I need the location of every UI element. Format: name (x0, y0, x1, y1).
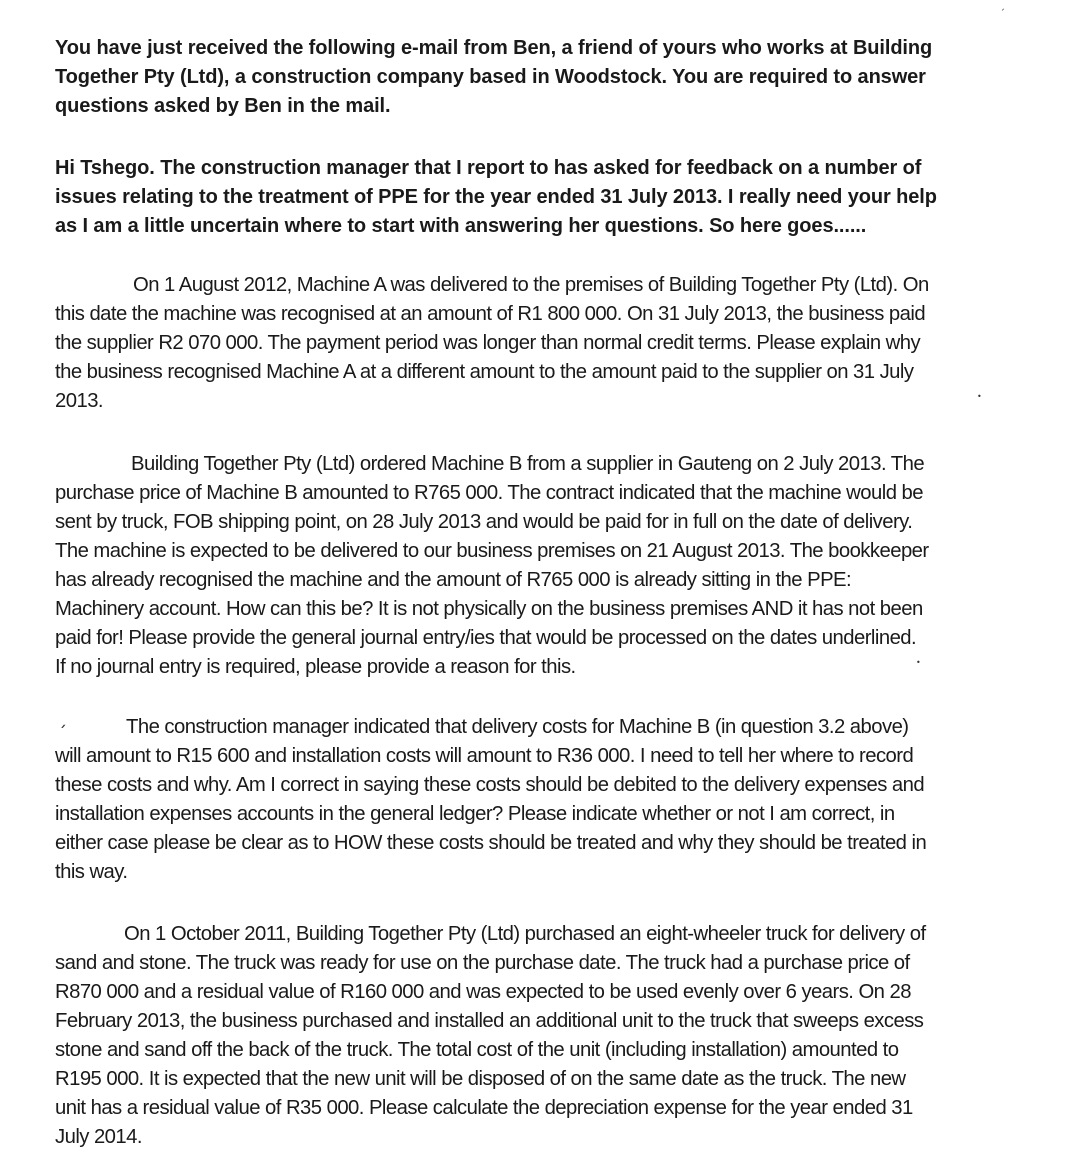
question-line: Building Together Pty (Ltd) ordered Machine B from a supplier in Gauteng on 2 July 2013. The (131, 453, 925, 475)
question-line: this date the machine was recognised at an amount of R1 800 000. On 31 July 2013, the business paid (55, 303, 926, 325)
greeting-line: as I am a little uncertain where to start with answering her questions. So here goes...... (55, 215, 867, 237)
greeting-line: issues relating to the treatment of PPE for the year ended 31 July 2013. I really need your help (55, 186, 937, 208)
question-line: R195 000. It is expected that the new unit will be disposed of on the same date as the truck. The new (55, 1068, 906, 1090)
question-line: On 1 October 2011, Building Together Pty (Ltd) purchased an eight-wheeler truck for delivery of (124, 923, 926, 945)
question-line: this way. (55, 861, 128, 883)
question-line: paid for! Please provide the general journal entry/ies that would be processed on the dates underlined. (55, 627, 917, 649)
question-line: the supplier R2 070 000. The payment period was longer than normal credit terms. Please explain why (55, 332, 921, 354)
question-line: Machinery account. How can this be? It is not physically on the business premises AND it has not been (55, 598, 923, 620)
question-line: purchase price of Machine B amounted to R765 000. The contract indicated that the machine would be (55, 482, 923, 504)
question-line: 2013. (55, 390, 104, 412)
question-line: February 2013, the business purchased and installed an additional unit to the truck that sweeps excess (55, 1010, 924, 1032)
question-line: the business recognised Machine A at a different amount to the amount paid to the supplier on 31 July (55, 361, 914, 383)
question-line: will amount to R15 600 and installation costs will amount to R36 000. I need to tell her where to record (55, 745, 914, 767)
question-line: sent by truck, FOB shipping point, on 28 July 2013 and would be paid for in full on the date of delivery. (55, 511, 913, 533)
intro-line: questions asked by Ben in the mail. (55, 95, 391, 117)
question-line: On 1 August 2012, Machine A was delivered to the premises of Building Together Pty (Ltd). On (133, 274, 929, 296)
scan-speck: • (916, 658, 921, 667)
question-line: The construction manager indicated that delivery costs for Machine B (in question 3.2 above) (126, 716, 909, 738)
scan-mark: ˏ (1000, 0, 1005, 11)
intro-line: You have just received the following e-mail from Ben, a friend of yours who works at Building (55, 37, 933, 59)
question-line: sand and stone. The truck was ready for use on the purchase date. The truck had a purchase price of (55, 952, 910, 974)
question-line: installation expenses accounts in the general ledger? Please indicate whether or not I am correct, in (55, 803, 895, 825)
scan-mark: ˏ (58, 708, 67, 729)
question-line: July 2014. (55, 1126, 142, 1148)
question-line: R870 000 and a residual value of R160 000 and was expected to be used evenly over 6 years. On 28 (55, 981, 911, 1003)
question-line: these costs and why. Am I correct in saying these costs should be debited to the delivery expenses and (55, 774, 925, 796)
scan-speck: • (977, 392, 982, 401)
question-line: either case please be clear as to HOW these costs should be treated and why they should be treated in (55, 832, 927, 854)
question-line: stone and sand off the back of the truck. The total cost of the unit (including installation) amounted to (55, 1039, 899, 1061)
question-line: unit has a residual value of R35 000. Please calculate the depreciation expense for the year ended 31 (55, 1097, 913, 1119)
intro-line: Together Pty (Ltd), a construction company based in Woodstock. You are required to answer (55, 66, 926, 88)
greeting-line: Hi Tshego. The construction manager that I report to has asked for feedback on a number of (55, 157, 922, 179)
question-line: If no journal entry is required, please provide a reason for this. (55, 656, 576, 678)
question-line: has already recognised the machine and the amount of R765 000 is already sitting in the PPE: (55, 569, 852, 591)
question-line: The machine is expected to be delivered to our business premises on 21 August 2013. The bookkeeper (55, 540, 929, 562)
